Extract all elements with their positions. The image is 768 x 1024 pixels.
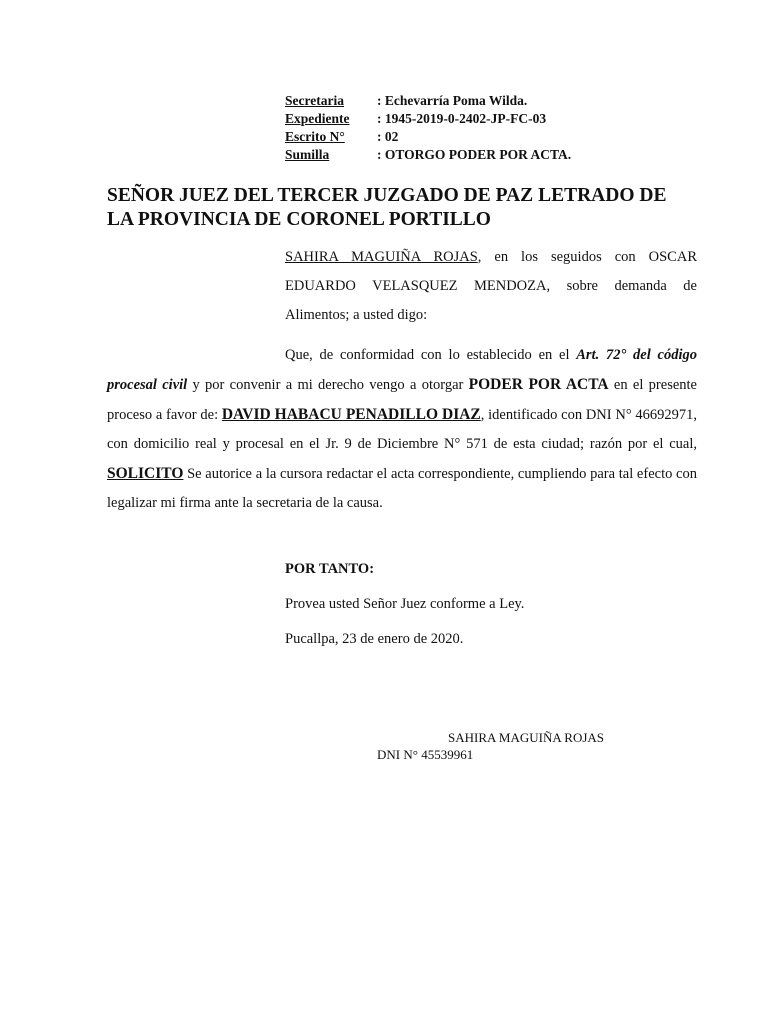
petitioner-name: SAHIRA MAGUIÑA ROJAS [285, 249, 478, 265]
date-line: Pucallpa, 23 de enero de 2020. [285, 631, 464, 647]
case-header [285, 92, 571, 164]
body-text-4: , identificado con DNI N° 46692971, con domicilio real y procesal en el Jr. 9 de Diciembre N° 571 de esta ciudad; razón por el cual, [107, 407, 698, 452]
header-label: Escrito N° [285, 129, 345, 144]
attorney-name: DAVID HABACU PENADILLO DIAZ [221, 406, 481, 423]
header-label: Secretaria [285, 93, 344, 108]
addressee-heading: SEÑOR JUEZ DEL TERCER JUZGADO DE PAZ LETRADO DE LA PROVINCIA DE CORONEL PORTILLO [107, 185, 667, 230]
article-reference: Art. 72° del código procesal civil [107, 347, 698, 393]
intro-text: , en los seguidos con OSCAR EDUARDO VELASQUEZ MENDOZA, sobre demanda de Alimentos; a usted digo: [285, 249, 697, 323]
signature-dni: DNI N° 45539961 [377, 747, 474, 762]
header-label: Sumilla [285, 147, 330, 162]
body-paragraph [107, 341, 697, 518]
header-row-secretaria [285, 92, 571, 110]
header-row-expediente [285, 110, 571, 128]
body-text-1: Que, de conformidad con lo establecido en el [285, 347, 577, 363]
header-value: : 1945-2019-0-2402-JP-FC-03 [377, 111, 547, 126]
intro-paragraph [285, 243, 697, 330]
body-text-3: en el presente proceso a favor de: [107, 377, 697, 423]
header-row-sumilla [285, 146, 571, 164]
body-text-2: y por convenir a mi derecho vengo a otorgar [187, 377, 469, 393]
header-value: : 02 [377, 129, 399, 144]
header-label: Expediente [285, 111, 350, 126]
por-tanto-heading: POR TANTO: [285, 561, 375, 577]
provea-line: Provea usted Señor Juez conforme a Ley. [285, 596, 525, 612]
header-value: : Echevarría Poma Wilda. [377, 93, 528, 108]
header-value: : OTORGO PODER POR ACTA. [377, 147, 572, 162]
poder-por-acta: PODER POR ACTA [468, 376, 609, 393]
solicito-keyword: SOLICITO [107, 465, 184, 482]
header-row-escrito [285, 128, 571, 146]
body-text-5: Se autorice a la cursora redactar el acta correspondiente, cumpliendo para tal efecto con legalizar mi firma ante la secretaria de la causa. [107, 466, 697, 511]
signature-name: SAHIRA MAGUIÑA ROJAS [448, 730, 605, 745]
